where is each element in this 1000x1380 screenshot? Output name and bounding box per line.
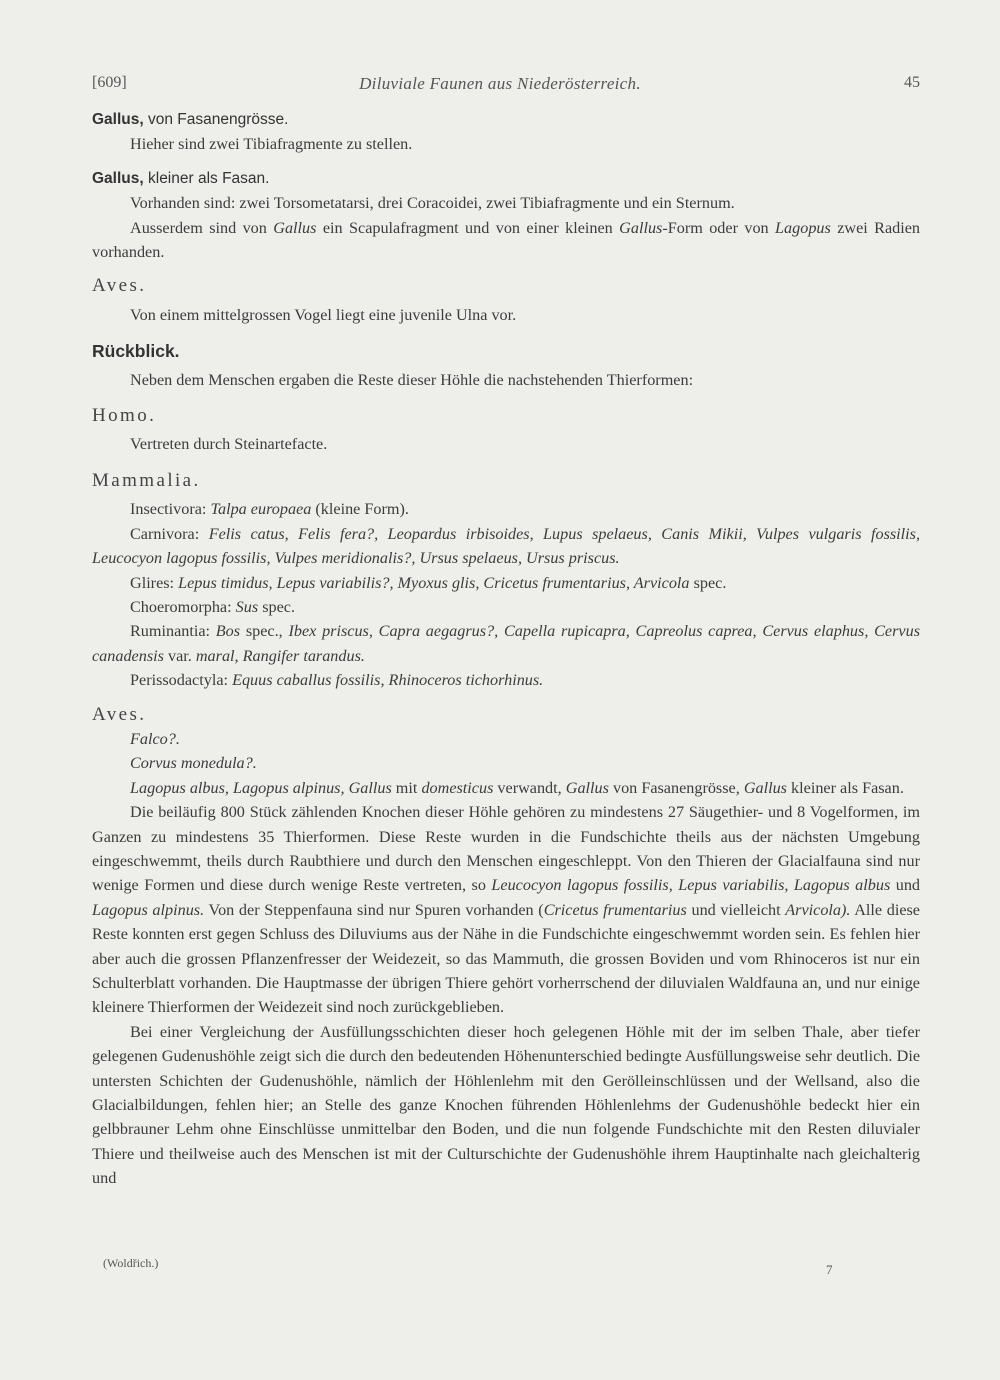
list-item: Insectivora: Talpa europaea (kleine Form).	[130, 500, 409, 519]
paragraph: Neben dem Menschen ergaben die Reste dieser Höhle die nachstehenden Thierformen:	[130, 370, 694, 389]
heading-mammalia: Mammalia.	[92, 469, 201, 491]
heading-gallus-kleiner: Gallus, kleiner als Fasan.	[92, 169, 270, 187]
paragraph: Hieher sind zwei Tibiafragmente zu stellen.	[130, 135, 413, 154]
heading-aves: Aves.	[92, 275, 147, 297]
list-item: Ruminantia: Bos spec., Ibex priscus, Capra aegagrus?, Capella rupicapra, Capreolus caprea, Cervus elaphus, Cervus canadensis var. maral, Rangifer tarandus.	[92, 622, 920, 665]
body-text	[92, 108, 920, 1191]
paragraph: Von einem mittelgrossen Vogel liegt eine juvenile Ulna vor.	[130, 305, 517, 324]
list-item: Carnivora: Felis catus, Felis fera?, Leopardus irbisoides, Lupus spelaeus, Canis Mikii, Vulpes vulgaris fossilis, Leucocyon lagopus fossilis, Vulpes meridionalis?, Ursus spelaeus, Ursus priscus.	[92, 524, 921, 568]
paragraph: Vorhanden sind: zwei Torsometatarsi, drei Coracoidei, zwei Tibiafragmente und ein Sternum.	[130, 194, 735, 213]
paragraph: Ausserdem sind von Gallus ein Scapulafragment und von einer kleinen Gallus-Form oder von Lagopus zwei Radien vorhanden.	[92, 218, 921, 262]
footer-author: (Woldřich.)	[103, 1256, 159, 1270]
heading-rueckblick: Rückblick.	[92, 341, 180, 362]
list-item: Perissodactyla: Equus caballus fossilis, Rhinoceros tichorhinus.	[130, 671, 544, 690]
heading-gallus-fasanengroesse: Gallus, von Fasanengrösse.	[92, 111, 289, 128]
paragraph: Die beiläufig 800 Stück zählenden Knochen dieser Höhle gehören zu mindestens 27 Säugethier- und 8 Vogelformen, im Ganzen zu mindestens 35 Thierformen. Diese Reste wurden in die Fundschichte theils aus der nächsten Umgebung eingeschwemmt, theils durch Raubthiere und durch den Menschen eingeschleppt. Von den Thieren der Glacialfauna sind nur wenige Formen und diese durch wenige Reste vertreten, so Leucocyon lagopus fossilis, Lepus variabilis, Lagopus albus und Lagopus alpinus. Von der Steppenfauna sind nur Spuren vorhanden (Cricetus frumentarius und vielleicht Arvicola). Alle diese Reste konnten erst gegen Schluss des Diluviums aus der Nähe in die Fundschichte eingeschwemmt worden sein. Es fehlen hier aber auch die grossen Pflanzenfresser der Weidezeit, so das Mammuth, die grossen Boviden und vom Rhinoceros ist nur ein Schulterblatt vorhanden. Die Hauptmasse der übrigen Thiere gehört vorherrschend der diluvialen Waldfauna an, und nur einige kleinere Thierformen der Weidezeit sind noch zurückgeblieben.	[92, 803, 920, 1017]
paragraph: Bei einer Vergleichung der Ausfüllungsschichten dieser hoch gelegenen Höhle mit der im selben Thale, aber tiefer gelegenen Gudenushöhle zeigt sich die durch den bedeutenden Höhenunterschied bedingte Ausfüllungsweise sehr deutlich. Die untersten Schichten der Gudenushöhle, nämlich der Höhlenlehm mit den Gerölleinschlüssen und der Wellsand, also die Glacialbildungen, fehlen hier; an Stelle des ganze Knochen führenden Höhlenlehms der Gudenushöhle bedeckt hier ein gelbbrauner Lehm ohne Einschlüsse unmittelbar den Boden, und die nun folgende Fundschichte mit den Resten diluvialer Thiere und theilweise auch des Menschen ist mit der Culturschichte der Gudenushöhle ihrem Hauptinhalte nach gleichalterig und	[92, 1022, 920, 1188]
list-item: Glires: Lepus timidus, Lepus variabilis?, Myoxus glis, Cricetus frumentarius, Arvicola spec.	[130, 573, 727, 592]
footer-signature: 7	[826, 1262, 833, 1277]
paragraph: Vertreten durch Steinartefacte.	[130, 435, 328, 454]
list-item: Corvus monedula?.	[130, 754, 257, 773]
header-page-ref: [609]	[92, 74, 127, 91]
heading-aves-2: Aves.	[92, 703, 147, 725]
list-item: Falco?.	[130, 729, 180, 748]
heading-homo: Homo.	[92, 405, 157, 427]
list-item: Choeromorpha: Sus spec.	[130, 597, 296, 616]
header-running-title: Diluviale Faunen aus Niederösterreich.	[359, 74, 641, 93]
list-item: Lagopus albus, Lagopus alpinus, Gallus mit domesticus verwandt, Gallus von Fasanengrösse, Gallus kleiner als Fasan.	[130, 778, 904, 797]
header-page-number: 45	[904, 74, 920, 91]
